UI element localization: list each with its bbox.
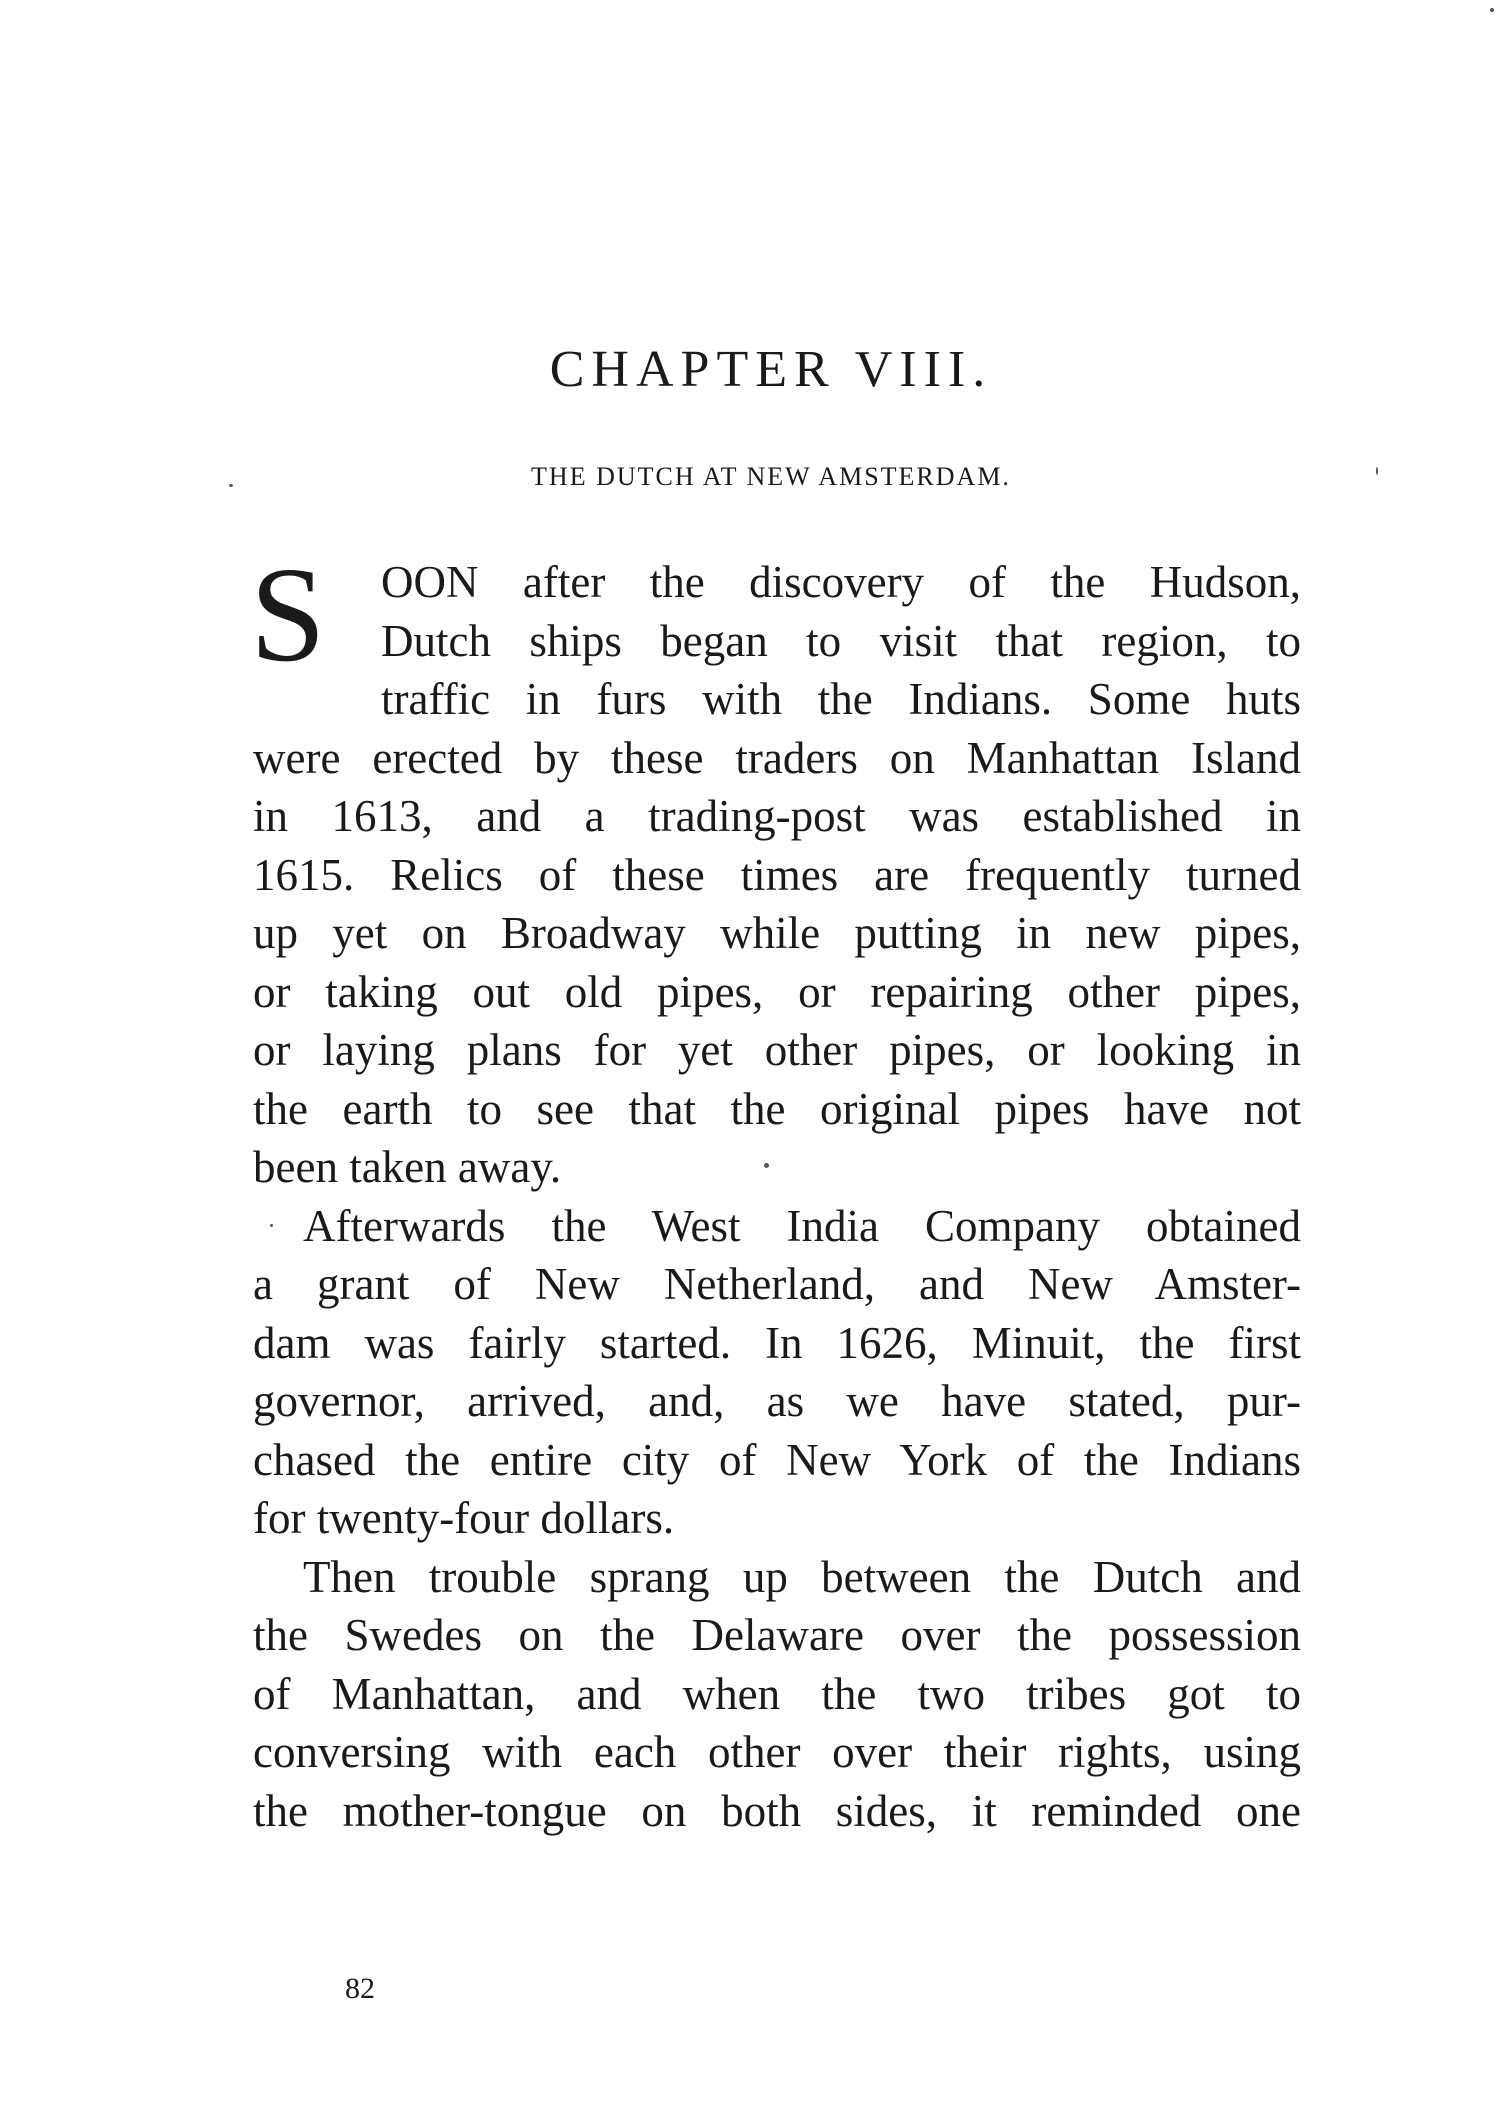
scan-speck xyxy=(229,484,233,487)
scan-speck xyxy=(1490,8,1494,12)
page-number: 82 xyxy=(345,1972,375,2005)
text-line: of Manhattan, and when the two tribes got to xyxy=(253,1668,1301,1719)
scan-speck xyxy=(764,1163,769,1168)
text-line: dam was fairly started. In 1626, Minuit, the first xyxy=(253,1317,1301,1368)
text-line: OON after the discovery of the Hudson, xyxy=(381,557,1301,607)
text-line: conversing with each other over their rights, using xyxy=(253,1727,1301,1777)
text-line: the earth to see that the original pipes have not xyxy=(253,1083,1301,1134)
text-line: chased the entire city of New York of the Indians xyxy=(253,1434,1301,1485)
body-text xyxy=(253,553,1301,1840)
text-line: Then trouble sprang up between the Dutch and xyxy=(303,1551,1301,1602)
text-line: traffic in furs with the Indians. Some huts xyxy=(381,674,1301,724)
text-line: the Swedes on the Delaware over the possession xyxy=(253,1610,1301,1660)
text-line: or taking out old pipes, or repairing other pipes, xyxy=(253,966,1301,1017)
scan-speck xyxy=(1376,467,1378,475)
text-line: were erected by these traders on Manhattan Island xyxy=(253,732,1301,783)
text-line: for twenty-four dollars. xyxy=(253,1493,675,1543)
text-line: governor, arrived, and, as we have stated, pur- xyxy=(253,1376,1301,1426)
text-line: up yet on Broadway while putting in new pipes, xyxy=(253,908,1301,958)
drop-cap: S xyxy=(250,540,326,690)
text-line: a grant of New Netherland, and New Amster- xyxy=(253,1259,1301,1309)
scan-speck xyxy=(270,1224,273,1227)
text-line: the mother-tongue on both sides, it reminded one xyxy=(253,1785,1301,1836)
text-line: or laying plans for yet other pipes, or looking in xyxy=(253,1025,1301,1075)
chapter-subtitle: THE DUTCH AT NEW AMSTERDAM. xyxy=(531,462,1011,491)
text-line: Dutch ships began to visit that region, to xyxy=(381,615,1301,666)
chapter-title: CHAPTER VIII. xyxy=(549,341,993,398)
text-line: been taken away. xyxy=(253,1142,562,1192)
text-line: Afterwards the West India Company obtained xyxy=(303,1200,1301,1251)
text-line: in 1613, and a trading-post was established in xyxy=(253,791,1301,841)
text-line: 1615. Relics of these times are frequently turned xyxy=(253,849,1301,900)
